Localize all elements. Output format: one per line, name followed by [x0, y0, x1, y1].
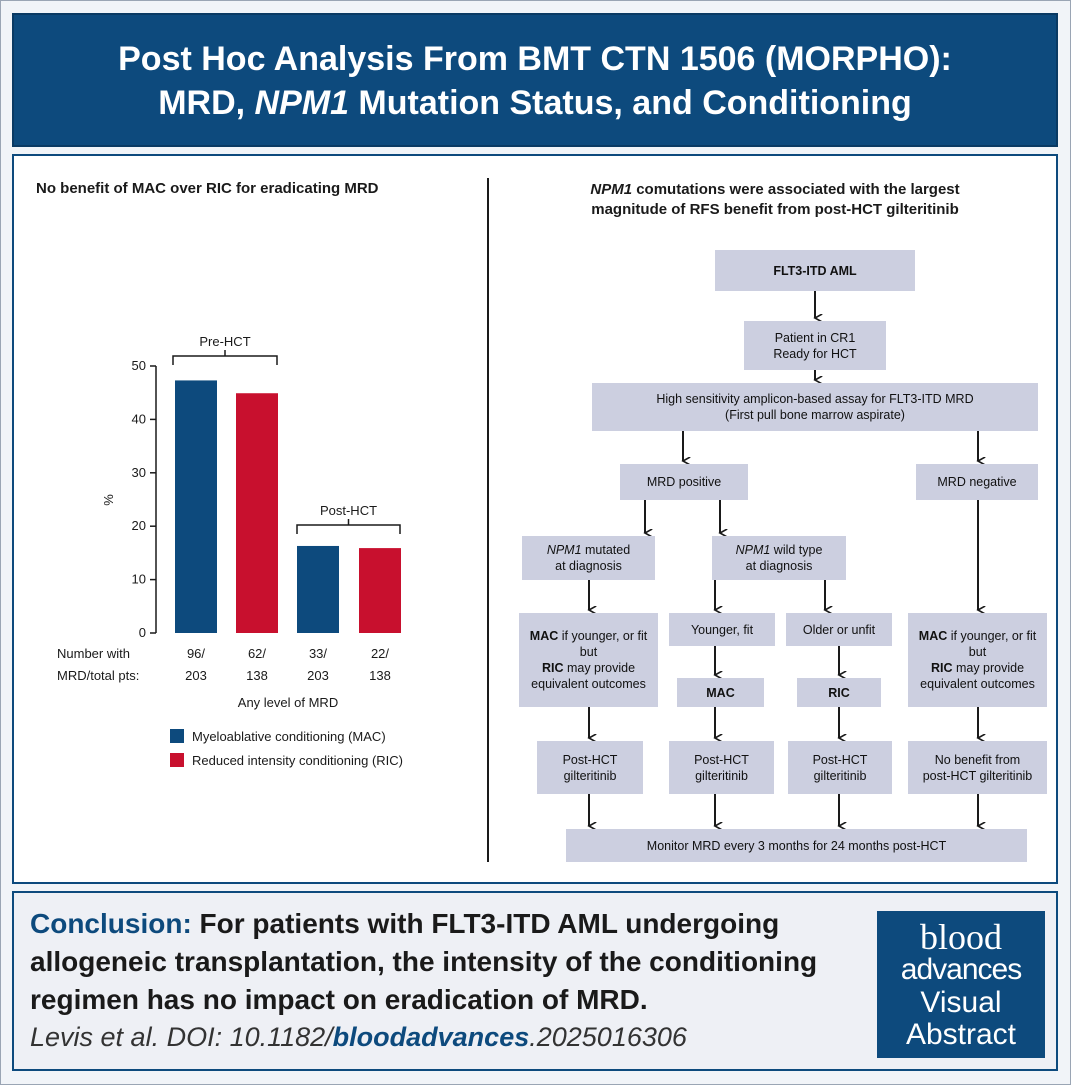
legend-swatch — [170, 753, 184, 767]
legend-entry-ric — [170, 748, 403, 772]
title-line-1: Post Hoc Analysis From BMT CTN 1506 (MORPHO): — [118, 40, 952, 78]
left-panel-heading: No benefit of MAC over RIC for eradicating MRD — [36, 180, 379, 197]
conclusion-text: Conclusion: For patients with FLT3-ITD AML undergoing allogeneic transplantation, the intensity of the conditioning regimen has no impact on eradication of MRD. — [30, 908, 818, 1015]
right-panel-heading: NPM1 comutations were associated with the largest magnitude of RFS benefit from post-HCT gilteritinib — [590, 181, 960, 218]
box-ric: RIC — [797, 678, 881, 707]
box-monitor-mrd: Monitor MRD every 3 months for 24 months post-HCT — [566, 829, 1027, 862]
group-label: Post-HCT — [319, 503, 378, 518]
title-line-2: MRD, NPM1 Mutation Status, and Conditioning — [158, 84, 912, 122]
bar-count-numerator: 33/ — [308, 646, 328, 661]
chart-legend — [170, 724, 403, 772]
count-row-label-1: Number with — [57, 646, 130, 661]
box-post-hct-gilteritinib-1: Post-HCT gilteritinib — [537, 741, 643, 794]
box-post-hct-gilteritinib-3: Post-HCT gilteritinib — [788, 741, 892, 794]
box-mrd-negative: MRD negative — [916, 464, 1038, 500]
blood-advances-logo: blood advances Visual Abstract — [877, 911, 1045, 1058]
box-no-benefit: No benefit from post-HCT gilteritinib — [908, 741, 1047, 794]
box-mac: MAC — [677, 678, 764, 707]
box-older-unfit: Older or unfit — [786, 613, 892, 646]
y-tick-label: 40 — [131, 411, 146, 427]
y-tick-label: 20 — [131, 518, 146, 534]
box-younger-fit: Younger, fit — [669, 613, 775, 646]
legend-swatch — [170, 729, 184, 743]
bar-count-denominator: 203 — [307, 668, 329, 683]
x-axis-label: Any level of MRD — [237, 695, 339, 710]
y-axis-label: % — [101, 494, 116, 506]
y-tick-label: 0 — [138, 625, 146, 640]
box-mrd-positive: MRD positive — [620, 464, 748, 500]
page-title — [12, 13, 1058, 147]
box-mac-recommendation-left: MAC if younger, or fit but RIC may provide equivalent outcomes — [519, 613, 658, 707]
legend-label: Myeloablative conditioning (MAC) — [192, 728, 386, 744]
legend-entry-mac — [170, 724, 403, 748]
bar-count-numerator: 22/ — [370, 646, 390, 661]
y-tick-label: 10 — [131, 571, 146, 587]
box-mrd-assay: High sensitivity amplicon-based assay for FLT3-ITD MRD (First pull bone marrow aspirate) — [592, 383, 1038, 431]
legend-label: Reduced intensity conditioning (RIC) — [192, 752, 403, 768]
group-label: Pre-HCT — [199, 334, 251, 349]
box-post-hct-gilteritinib-2: Post-HCT gilteritinib — [669, 741, 774, 794]
count-row-label-2: MRD/total pts: — [57, 668, 140, 683]
citation: Levis et al. DOI: 10.1182/bloodadvances.2025016306 — [30, 1022, 687, 1052]
bar-count-numerator: 96/ — [186, 646, 206, 661]
bar-count-denominator: 203 — [185, 668, 207, 683]
bar-count-denominator: 138 — [369, 668, 391, 683]
box-mac-recommendation-right: MAC if younger, or fit but RIC may provide equivalent outcomes — [908, 613, 1047, 707]
bar-count-numerator: 62/ — [247, 646, 267, 661]
y-tick-label: 30 — [131, 464, 146, 480]
box-flt3-itd-aml: FLT3-ITD AML — [715, 250, 915, 291]
panel-divider — [487, 178, 489, 862]
box-patient-cr1: Patient in CR1 Ready for HCT — [744, 321, 886, 370]
y-tick-label: 50 — [131, 358, 146, 373]
box-npm1-wild-type: NPM1 wild type at diagnosis — [712, 536, 846, 580]
bar-count-denominator: 138 — [246, 668, 268, 683]
box-npm1-mutated: NPM1 mutated at diagnosis — [522, 536, 655, 580]
